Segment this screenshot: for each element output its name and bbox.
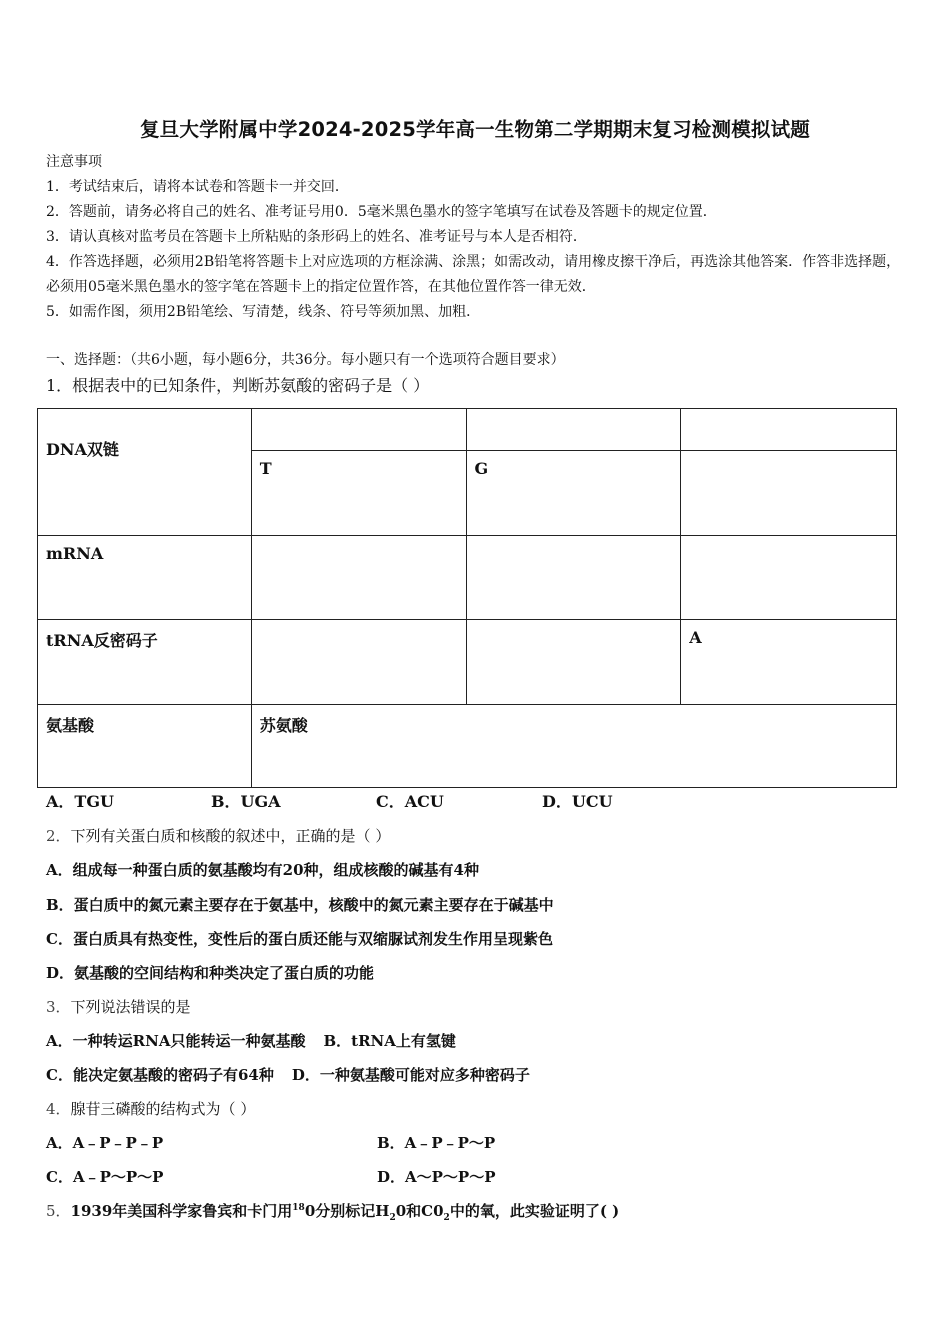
page-title: 复旦大学附属中学2024-2025学年高一生物第二学期期末复习检测模拟试题	[139, 118, 811, 141]
section-heading: 一、选择题：（共6小题，每小题6分，共36分。每小题只有一个选项符合题目要求）	[46, 352, 565, 368]
question-number: 3．	[46, 998, 71, 1016]
codon-table	[37, 408, 897, 788]
option-a[interactable]: A．TGU	[46, 792, 114, 811]
notes-heading: 注意事项	[46, 154, 102, 170]
table-cell	[251, 409, 466, 451]
option-a[interactable]: A．A﹣P﹣P﹣P	[46, 1134, 164, 1152]
option-d[interactable]: D．A～P～P～P	[377, 1168, 496, 1186]
question-number: 4．	[46, 1100, 71, 1118]
question-text: 下列说法错误的是	[70, 998, 191, 1016]
table-cell	[681, 409, 897, 451]
option-d[interactable]: D．氨基酸的空间结构和种类决定了蛋白质的功能	[46, 964, 375, 982]
question-text	[70, 1202, 620, 1223]
q5-subscript: 2	[443, 1213, 450, 1223]
question-2-stem	[46, 825, 390, 846]
q5-text-part: 0分别标记H	[304, 1202, 390, 1220]
question-1-stem: 1．根据表中的已知条件，判断苏氨酸的密码子是（ ）	[46, 376, 430, 395]
question-4-stem	[46, 1098, 255, 1119]
question-number: 2．	[46, 827, 71, 845]
notes-item: 2．答题前，请务必将自己的姓名、准考证号用0．5毫米黑色墨水的签字笔填写在试卷及答题卡的规定位置．	[46, 204, 717, 220]
table-cell	[681, 451, 897, 536]
option-c[interactable]: C．A﹣P～P～P	[46, 1168, 164, 1186]
question-3-options-row2	[46, 1064, 530, 1085]
q5-subscript: 2	[389, 1213, 396, 1223]
question-text: 腺苷三磷酸的结构式为（ ）	[70, 1100, 256, 1118]
q5-superscript: 18	[292, 1203, 305, 1213]
option-a[interactable]: A．一种转运RNA只能转运一种氨基酸	[46, 1032, 306, 1050]
notes-item: 5．如需作图，须用2B铅笔绘、写清楚，线条、符号等须加黑、加粗．	[46, 304, 481, 320]
dna-cell-t: T	[251, 451, 466, 536]
option-a[interactable]: A．组成每一种蛋白质的氨基酸均有20种，组成核酸的碱基有4种	[46, 861, 479, 879]
amino-acid-value: 苏氨酸	[251, 705, 896, 788]
question-number: 5．	[46, 1202, 71, 1220]
dna-label-text: DNA双链	[46, 440, 119, 459]
question-4-options-row2	[46, 1166, 495, 1187]
question-3-options-row1	[46, 1030, 456, 1051]
q5-text-part: 1939年美国科学家鲁宾和卡门用	[70, 1202, 293, 1220]
option-b[interactable]: B．UGA	[211, 792, 281, 811]
question-4-options-row1	[46, 1132, 495, 1153]
dna-cell-g: G	[466, 451, 681, 536]
row-label-dna	[38, 409, 252, 536]
question-5-stem	[46, 1200, 619, 1223]
option-d[interactable]: D．一种氨基酸可能对应多种密码子	[291, 1066, 530, 1084]
row-label-trna: tRNA反密码子	[38, 620, 252, 705]
table-cell	[466, 620, 681, 705]
table-cell	[251, 620, 466, 705]
question-3-stem	[46, 996, 191, 1017]
table-cell	[681, 536, 897, 620]
question-text: 下列有关蛋白质和核酸的叙述中，正确的是（ ）	[70, 827, 391, 845]
option-c[interactable]: C．蛋白质具有热变性，变性后的蛋白质还能与双缩脲试剂发生作用呈现紫色	[46, 930, 553, 948]
notes-block	[46, 150, 906, 325]
option-c[interactable]: C．ACU	[376, 792, 444, 811]
notes-item: 1．考试结束后，请将本试卷和答题卡一并交回．	[46, 179, 349, 195]
option-b[interactable]: B．蛋白质中的氮元素主要存在于氨基中，核酸中的氮元素主要存在于碱基中	[46, 896, 554, 914]
q5-text-part: 0和C0	[395, 1202, 444, 1220]
option-c[interactable]: C．能决定氨基酸的密码子有64种	[46, 1066, 274, 1084]
table-cell	[251, 536, 466, 620]
q5-text-part: 中的氧，此实验证明了( )	[449, 1202, 620, 1220]
notes-item: 4．作答选择题，必须用2B铅笔将答题卡上对应选项的方框涂满、涂黑；如需改动，请用橡皮擦干净后，再选涂其他答案．作答非选择题，必须用05毫米黑色墨水的签字笔在答题卡上的指定位置作答，在其他位置作答一律无效．	[46, 254, 901, 295]
row-label-amino-acid: 氨基酸	[38, 705, 252, 788]
option-b[interactable]: B．A﹣P﹣P～P	[377, 1134, 496, 1152]
option-b[interactable]: B．tRNA上有氢键	[323, 1032, 456, 1050]
trna-cell-a: A	[681, 620, 897, 705]
option-d[interactable]: D．UCU	[542, 792, 613, 811]
notes-item: 3．请认真核对监考员在答题卡上所粘贴的条形码上的姓名、准考证号与本人是否相符．	[46, 229, 587, 245]
table-cell	[466, 409, 681, 451]
table-cell	[466, 536, 681, 620]
row-label-mrna: mRNA	[38, 536, 252, 620]
question-1-options	[46, 789, 613, 812]
